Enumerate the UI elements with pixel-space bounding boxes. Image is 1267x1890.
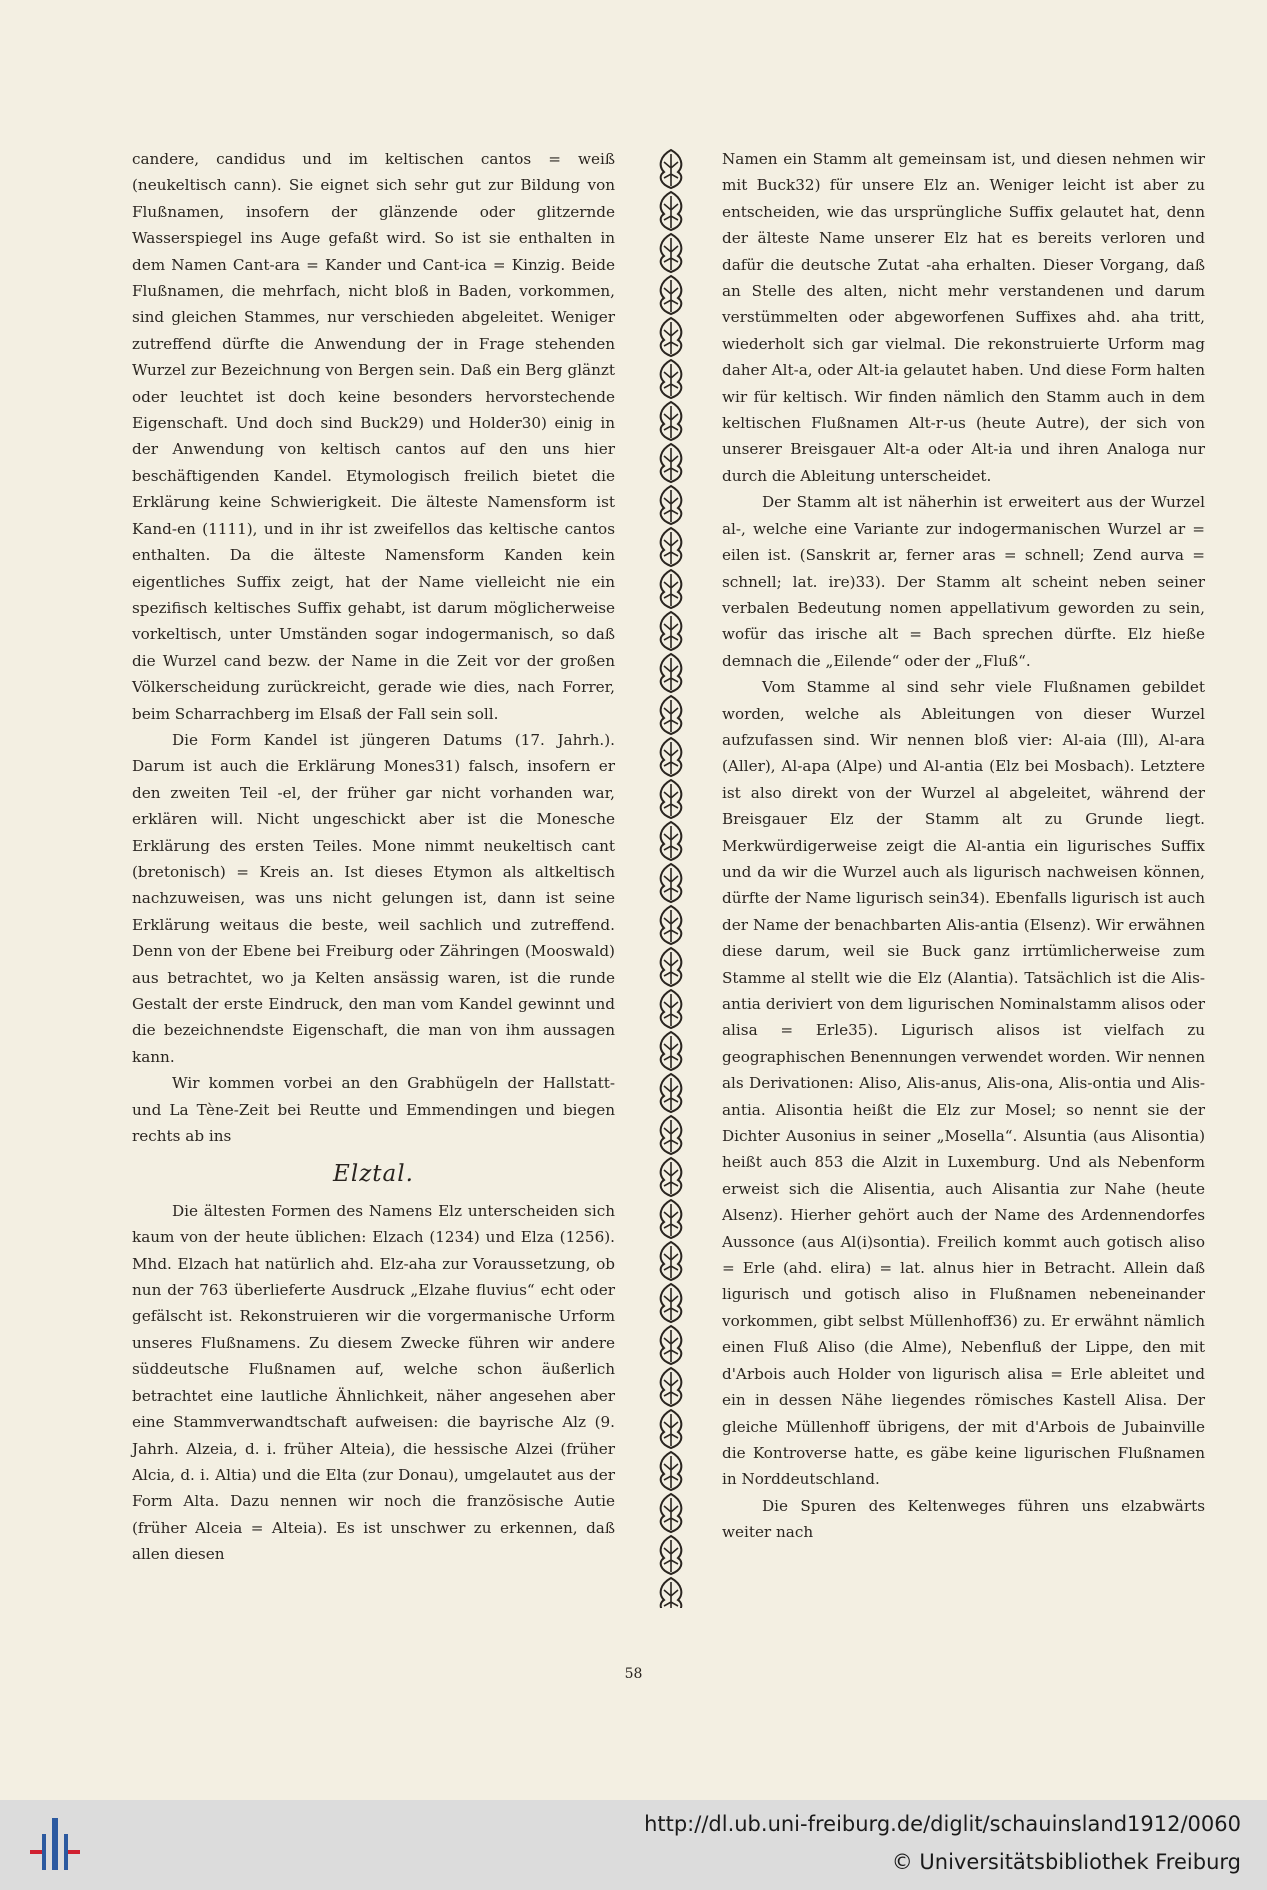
paragraph: Die Spuren des Keltenweges führen uns elzabwärts weiter nach	[722, 1496, 1205, 1542]
ornament-leaf	[661, 696, 682, 734]
ornament-leaf	[661, 1284, 682, 1322]
ornament-leaf	[661, 654, 682, 692]
copyright-text: © Universitätsbibliothek Freiburg	[891, 1850, 1241, 1874]
paragraph: candere, candidus und im keltischen cantos = weiß (neukeltisch cann). Sie eignet sich sehr gut zur Bildung von Flußnamen, insofern der glänzende oder glitzernde Wasserspiegel ins Auge gefaßt wird. So ist sie enthalten in dem Namen Cant-ara = Kander und Cant-ica = Kinzig. Beide Flußnamen, die mehrfach, nicht bloß in Baden, vorkommen, sind gleichen Stammes, nur verschieden abgeleitet. Weniger zutreffend dürfte die Anwendung der in Frage stehenden Wurzel zur Bezeichnung von Bergen sein. Daß ein Berg glänzt oder leuchtet ist doch keine besonders hervorstechende Eigenschaft. Und doch sind Buck29) und Holder30) einig in der Anwendung von keltisch cantos auf den uns hier beschäftigenden Kandel. Etymologisch freilich bietet die Erklärung keine Schwierigkeit. Die älteste Namensform ist Kand-en (1111), und in ihr ist zweifellos das keltische cantos enthalten. Da die älteste Namensform Kanden kein eigentliches Suffix zeigt, hat der Name vielleicht nie ein spezifisch keltisches Suffix gehabt, ist darum möglicherweise vorkeltisch, unter Umständen sogar indogermanisch, so daß die Wurzel cand bezw. der Name in die Zeit vor der großen Völkerscheidung zurückreicht, gerade wie dies, nach Forrer, beim Scharrachberg im Elsaß der Fall sein soll.	[132, 150, 615, 723]
section-heading: Elztal.	[333, 1161, 414, 1188]
ornament-leaf	[661, 276, 682, 314]
ornament-leaf	[661, 1242, 682, 1280]
paragraph: Wir kommen vorbei an den Grabhügeln der Hallstatt- und La Tène-Zeit bei Reutte und Emmendingen und biegen rechts ab ins	[132, 1074, 615, 1146]
ornament-leaf	[661, 1200, 682, 1238]
paragraph: Vom Stamme al sind sehr viele Flußnamen gebildet worden, welche als Ableitungen von dieser Wurzel aufzufassen sind. Wir nennen bloß vier: Al-aia (Ill), Al-ara (Aller), Al-apa (Alpe) und Al-antia (Elz bei Mosbach). Letztere ist also direkt von der Wurzel al abgeleitet, während der Breisgauer Elz der Stamm alt zu Grunde liegt. Merkwürdigerweise zeigt die Al-antia ein ligurisches Suffix und da wir die Wurzel auch als ligurisch nachweisen können, dürfte der Name ligurisch sein34). Ebenfalls ligurisch ist auch der Name der benachbarten Alis-antia (Elsenz). Wir erwähnen diese darum, weil sie Buck ganz irrtümlicherweise zum Stamme al stellt wie die Elz (Alantia). Tatsächlich ist die Alis-antia deriviert von dem ligurischen Nominalstamm alisos oder alisa = Erle35). Ligurisch alisos ist vielfach zu geographischen Benennungen verwendet worden. Wir nennen als Derivationen: Aliso, Alis-anus, Alis-ona, Alis-ontia und Alis-antia. Alisontia heißt die Elz zur Mosel; so nennt sie der Dichter Ausonius in seiner „Mosella“. Alsuntia (aus Alisontia) heißt auch 853 die Alzit in Luxemburg. Und als Nebenform erweist sich die Alisentia, auch Alisantia zur Nahe (heute Alsenz). Hierher gehört auch der Name des Ardennendorfes Aussonce (aus Al(i)sontia). Freilich kommt auch gotisch aliso = Erle (ahd. elira) = lat. alnus hier in Betracht. Allein daß ligurisch und gotisch aliso in Flußnamen nebeneinander vorkommen, gibt selbst Müllenhoff36) zu. Er erwähnt nämlich einen Fluß Aliso (die Alme), Nebenfluß der Lippe, den mit d'Arbois auch Holder von ligurisch alisa = Erle ableitet und ein in dessen Nähe liegendes römisches Kastell Alisa. Der gleiche Müllenhoff übrigens, der mit d'Arbois de Jubainville die Kontroverse hatte, es gäbe keine ligurischen Flußnamen in Norddeutschland.	[722, 678, 1205, 1489]
ornament-leaf	[661, 402, 682, 440]
ornament-leaf	[661, 486, 682, 524]
ornament-leaf	[661, 990, 682, 1028]
ornament-leaf	[661, 150, 682, 188]
ornament-leaf	[661, 444, 682, 482]
footer-bar	[0, 1800, 1267, 1890]
ornament-leaf	[661, 234, 682, 272]
ornament-leaf	[661, 822, 682, 860]
ornament-leaf	[661, 570, 682, 608]
ornament-leaf	[661, 318, 682, 356]
ornament-leaf	[661, 948, 682, 986]
paragraph: Die ältesten Formen des Namens Elz unterscheiden sich kaum von der heute üblichen: Elzach (1234) und Elza (1256). Mhd. Elzach hat natürlich ahd. Elz-aha zur Voraussetzung, ob nun der 763 überlieferte Ausdruck „Elzahe fluvius“ echt oder gefälscht ist. Rekonstruieren wir die vorgermanische Urform unseres Flußnamens. Zu diesem Zwecke führen wir andere süddeutsche Flußnamen auf, welche schon äußerlich betrachtet eine lautliche Ähnlichkeit, näher angesehen aber eine Stammverwandtschaft aufweisen: die bayrische Alz (9. Jahrh. Alzeia, d. i. früher Alteia), die hessische Alzei (früher Alcia, d. i. Altia) und die Elta (zur Donau), umgelautet aus der Form Alta. Dazu nennen wir noch die französische Autie (früher Alceia = Alteia). Es ist unschwer zu erkennen, daß allen diesen	[132, 1201, 615, 1564]
ornament-leaf	[661, 1032, 682, 1070]
source-url-link[interactable]: http://dl.ub.uni-freiburg.de/diglit/schauinsland1912/0060	[644, 1812, 1241, 1836]
ornament-leaf	[661, 612, 682, 650]
ornament-leaf	[661, 528, 682, 566]
right-column	[722, 146, 1205, 1546]
paragraph: Namen ein Stamm alt gemeinsam ist, und diesen nehmen wir mit Buck32) für unsere Elz an. Weniger leicht ist aber zu entscheiden, wie das ursprüngliche Suffix gelautet hat, denn der älteste Name unserer Elz hat es bereits verloren und dafür die deutsche Zutat -aha erhalten. Dieser Vorgang, daß an Stelle des alten, nicht mehr verstandenen und darum verstümmelten oder abgeworfenen Suffixes ahd. aha tritt, wiederholt sich gar vielmal. Die rekonstruierte Urform mag daher Alt-a, oder Alt-ia gelautet haben. Und diese Form halten wir für keltisch. Wir finden nämlich den Stamm auch in dem keltischen Flußnamen Alt-r-us (heute Autre), der sich von unserer Breisgauer Alt-a oder Alt-ia und ihren Analoga nur durch die Ableitung unterscheidet.	[722, 150, 1205, 485]
page-number: 58	[624, 1666, 643, 1682]
ornament-leaf	[661, 864, 682, 902]
paragraph: Die Form Kandel ist jüngeren Datums (17. Jahrh.). Darum ist auch die Erklärung Mones31) falsch, insofern er den zweiten Teil -el, der früher gar nicht vorhanden war, erklären will. Nicht ungeschickt aber ist die Monesche Erklärung des ersten Teiles. Mone nimmt neukeltisch cant (bretonisch) = Kreis an. Ist dieses Etymon als altkeltisch nachzuweisen, was uns nicht gelungen ist, dann ist seine Erklärung weitaus die beste, weil sachlich und zutreffend. Denn von der Ebene bei Freiburg oder Zähringen (Mooswald) aus betrachtet, wo ja Kelten ansässig waren, ist die runde Gestalt der erste Eindruck, den man vom Kandel gewinnt und die bezeichnendste Eigenschaft, die man von ihm aussagen kann.	[132, 730, 615, 1066]
ornament-leaf	[661, 1452, 682, 1490]
ornament-leaf	[661, 1494, 682, 1532]
ornament-leaf	[661, 1578, 682, 1608]
ornament-leaf	[661, 1116, 682, 1154]
library-logo-icon	[30, 1814, 80, 1874]
ornament-leaf	[661, 1074, 682, 1112]
ornament-leaf	[661, 1326, 682, 1364]
ornament-leaf	[661, 780, 682, 818]
ornament-leaf	[661, 1368, 682, 1406]
ornament-leaf	[661, 192, 682, 230]
ornament-leaf	[661, 738, 682, 776]
ornament-leaf	[661, 1158, 682, 1196]
left-column	[132, 146, 615, 1568]
ornament-leaf	[661, 360, 682, 398]
ornament-leaf	[661, 1410, 682, 1448]
paragraph: Der Stamm alt ist näherhin ist erweitert aus der Wurzel al-, welche eine Variante zur indogermanischen Wurzel ar = eilen ist. (Sanskrit ar, ferner aras = schnell; Zend aurva = schnell; lat. ire)33). Der Stamm alt scheint neben seiner verbalen Bedeutung nomen appellativum geworden zu sein, wofür das irische alt = Bach sprechen dürfte. Elz hieße demnach die „Eilende“ oder der „Fluß“.	[722, 493, 1205, 670]
ornament-leaf	[661, 1536, 682, 1574]
vine-ornament-divider	[652, 148, 690, 1608]
ornament-leaf	[661, 906, 682, 944]
